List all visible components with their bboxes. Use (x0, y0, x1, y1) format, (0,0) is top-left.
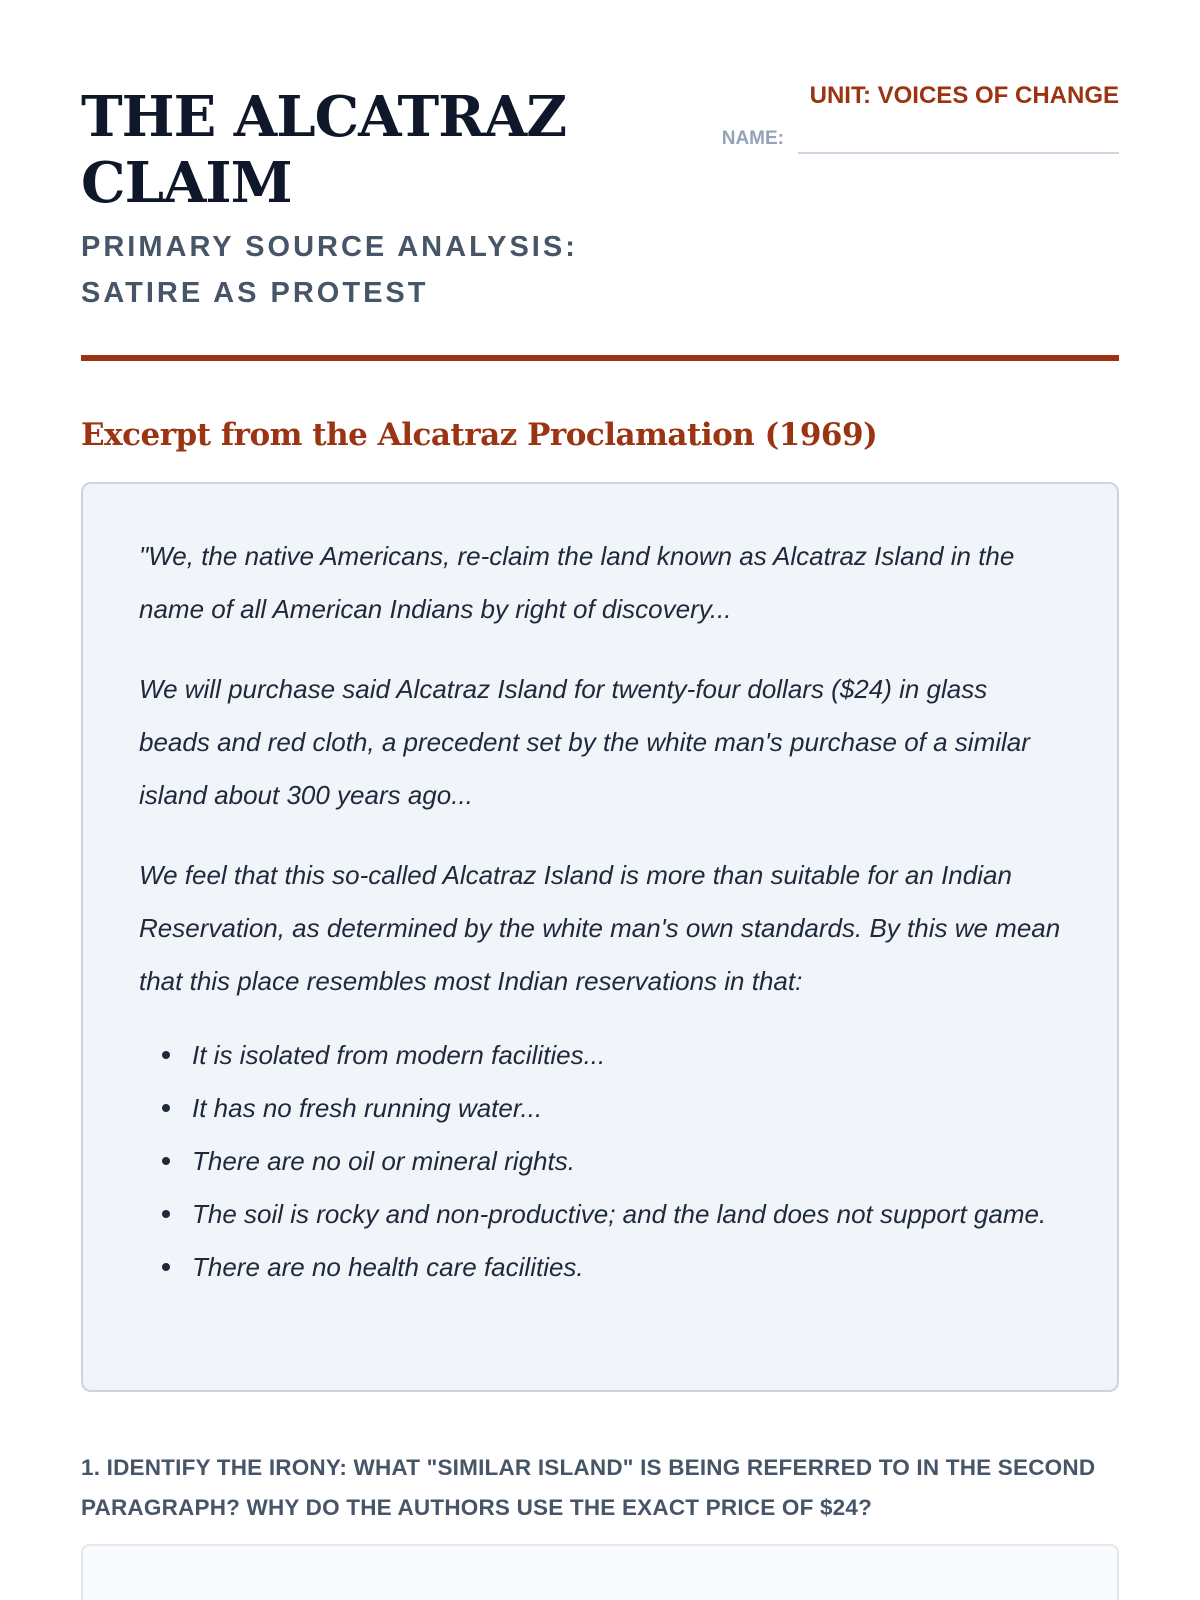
bullet-icon (162, 1263, 170, 1271)
list-item (139, 1035, 1061, 1075)
unit-label: UNIT: VOICES OF CHANGE (809, 82, 1119, 109)
excerpt-heading: Excerpt from the Alcatraz Proclamation (1969) (81, 417, 878, 453)
list-item-text: There are no health care facilities. (192, 1252, 584, 1282)
bullet-icon (162, 1051, 170, 1059)
question-1-answer-box[interactable] (81, 1544, 1119, 1600)
list-item (139, 1194, 1061, 1234)
excerpt-list (139, 1035, 1061, 1287)
list-item-text: The soil is rocky and non-productive; and the land does not support game. (192, 1199, 1047, 1229)
list-item (139, 1141, 1061, 1181)
worksheet-title: THE ALCATRAZ CLAIM (81, 84, 567, 216)
list-item-text: It has no fresh running water... (192, 1093, 543, 1123)
list-item (139, 1247, 1061, 1287)
name-field[interactable] (798, 122, 1119, 154)
list-item-text: There are no oil or mineral rights. (192, 1146, 575, 1176)
bullet-icon (162, 1210, 170, 1218)
bullet-icon (162, 1104, 170, 1112)
name-label: NAME: (721, 128, 784, 149)
excerpt-paragraph-2: We will purchase said Alcatraz Island for twenty-four dollars ($24) in glass beads and red cloth, a precedent set by the white man's purchase of a similar island about 300 years ago... (139, 674, 1030, 810)
list-item-text: It is isolated from modern facilities... (192, 1040, 606, 1070)
worksheet-subtitle: PRIMARY SOURCE ANALYSIS: SATIRE AS PROTEST (81, 231, 578, 309)
worksheet-header (81, 0, 1119, 361)
excerpt-paragraph-1: "We, the native Americans, re-claim the land known as Alcatraz Island in the name of all American Indians by right of discovery... (139, 541, 1015, 624)
excerpt-box (81, 482, 1119, 1392)
excerpt-paragraph-3: We feel that this so-called Alcatraz Island is more than suitable for an Indian Reservation, as determined by the white man's own standards. By this we mean that this place resembles most Indian reservations in that: (139, 860, 1061, 996)
question-1-prompt: 1. IDENTIFY THE IRONY: WHAT "SIMILAR ISLAND" IS BEING REFERRED TO IN THE SECOND PARAGRAPH? WHY DO THE AUTHORS USE THE EXACT PRICE OF $24? (81, 1455, 1096, 1520)
header-divider (81, 355, 1119, 361)
bullet-icon (162, 1157, 170, 1165)
list-item (139, 1088, 1061, 1128)
name-row (722, 122, 1119, 154)
